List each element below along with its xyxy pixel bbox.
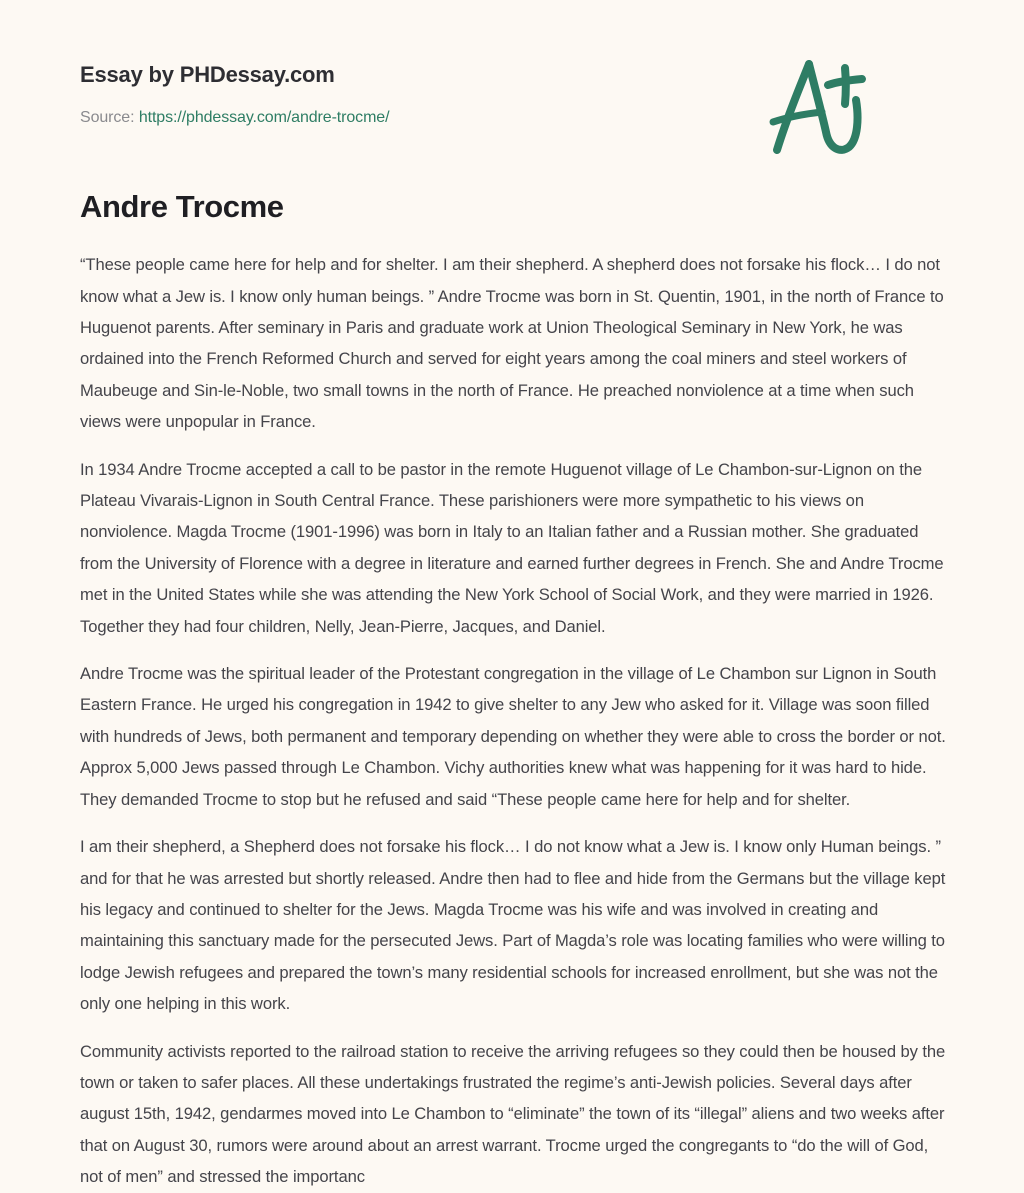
page-title: Andre Trocme: [80, 189, 284, 224]
paragraph: In 1934 Andre Trocme accepted a call to be pastor in the remote Huguenot village of Le Chambon-sur-Lignon on the Plateau Vivarais-Lignon in South Central France. These parishioners were more sympathetic to his views on nonviolence. Magda Trocme (1901-1996) was born in Italy to an Italian father and a Russian mother. She graduated from the University of Florence with a degree in literature and earned further degrees in French. She and Andre Trocme met in the United States while she was attending the New York School of Social Work, and they were married in 1926. Together they had four children, Nelly, Jean-Pierre, Jacques, and Daniel.: [80, 459, 944, 636]
paragraph: I am their shepherd, a Shepherd does not forsake his flock… I do not know what a Jew is. I know only Human beings. ” and for that he was arrested but shortly released. Andre then had to flee and hide from the Germans but the village kept his legacy and continued to shelter for the Jews. Magda Trocme was his wife and was involved in creating and maintaining this sanctuary made for the persecuted Jews. Part of Magda’s role was locating families who were willing to lodge Jewish refugees and prepared the town’s many residential schools for increased enrollment, but she was not the only one helping in this work.: [80, 837, 946, 1014]
source-url-link[interactable]: https://phdessay.com/andre-trocme/: [138, 109, 390, 127]
a-plus-logo-icon: [752, 52, 872, 167]
paragraph: Andre Trocme was the spiritual leader of the Protestant congregation in the village of Le Chambon sur Lignon in South Eastern France. He urged his congregation in 1942 to give shelter to any Jew who asked for it. Village was soon filled with hundreds of Jews, both permanent and temporary depending on whether they were able to cross the border or not. Approx 5,000 Jews passed through Le Chambon. Vichy authorities knew what was happening for it was hard to hide. They demanded Trocme to stop but he refused and said “These people came here for help and for shelter.: [80, 664, 946, 809]
essay-body: [80, 225, 948, 1192]
page-header: [80, 0, 944, 175]
paragraph: Community activists reported to the railroad station to receive the arriving refugees so they could then be housed by the town or taken to safer places. All these undertakings frustrated the regime’s anti-Jewish policies. Several days after august 15th, 1942, gendarmes moved into Le Chambon to “eliminate” the town of its “illegal” aliens and two weeks after that on August 30, rumors were around about an arrest warrant. Trocme urged the congregants to “do the will of God, not of men” and stressed the importanc: [80, 1041, 946, 1187]
source-label: Source:: [80, 109, 135, 127]
paragraph: “These people came here for help and for shelter. I am their shepherd. A shepherd does not forsake his flock… I do not know what a Jew is. I know only human beings. ” Andre Trocme was born in St. Quentin, 1901, in the north of France to Huguenot parents. After seminary in Paris and graduate work at Union Theological Seminary in New York, he was ordained into the French Reformed Church and served for eight years among the coal miners and steel workers of Maubeuge and Sin-le-Noble, two small towns in the north of France. He preached nonviolence at a time when such views were unpopular in France.: [80, 255, 944, 432]
brand-title: Essay by PHDessay.com: [80, 62, 335, 87]
